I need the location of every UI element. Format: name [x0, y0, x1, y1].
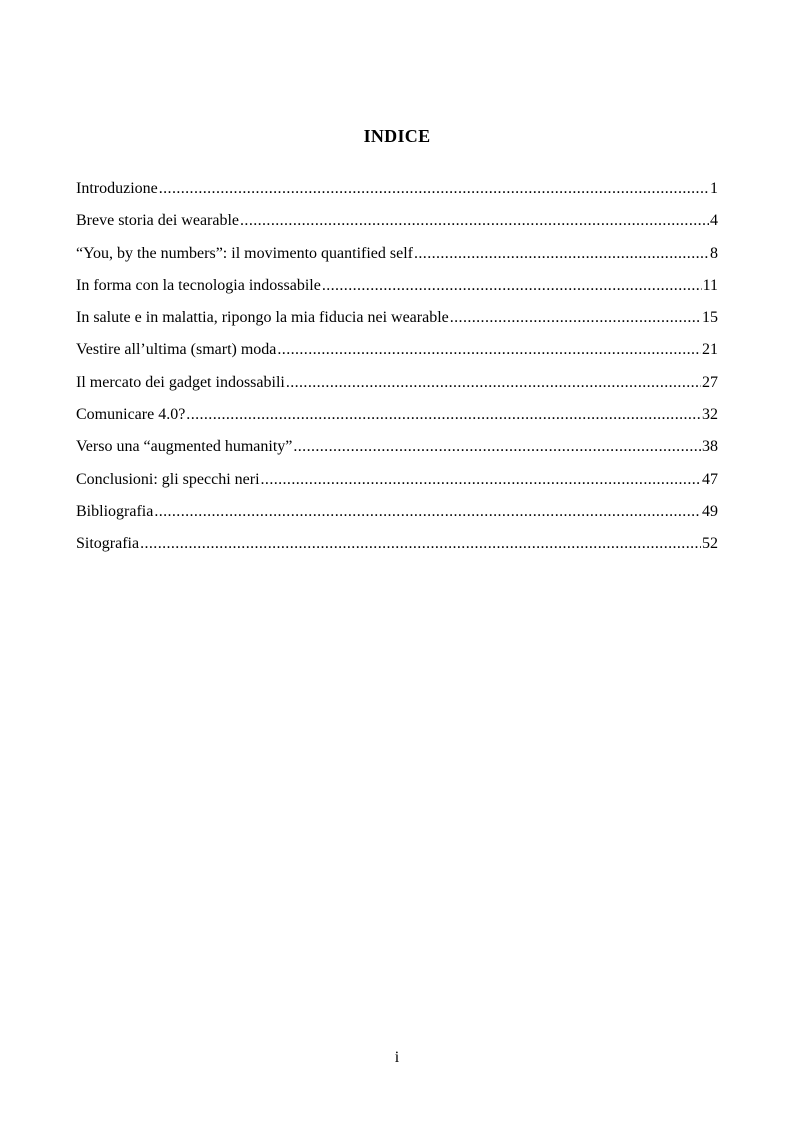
toc-entry[interactable]: [76, 501, 718, 533]
toc-entry-page: 21: [702, 341, 718, 359]
toc-entry-page: 4: [710, 212, 718, 230]
toc-entry[interactable]: [76, 404, 718, 436]
toc-leader-dots: [186, 404, 701, 426]
toc-leader-dots: [261, 469, 701, 491]
toc-entry-page: 11: [702, 276, 718, 294]
toc-entry[interactable]: [76, 275, 718, 307]
toc-entry-page: 27: [702, 373, 718, 391]
toc-entry[interactable]: [76, 243, 718, 275]
toc-entry[interactable]: [76, 469, 718, 501]
toc-entry-page: 1: [710, 180, 718, 197]
toc-leader-dots: [277, 339, 701, 361]
toc-entry-label: Sitografia: [76, 535, 140, 553]
toc-entry-label: Conclusioni: gli specchi neri: [76, 470, 260, 488]
toc-entry-page: 52: [702, 535, 718, 553]
toc-leader-dots: [159, 178, 709, 200]
page-title: INDICE: [363, 126, 431, 147]
toc-entry-label: Breve storia dei wearable: [76, 212, 240, 230]
toc-entry[interactable]: [76, 210, 718, 242]
toc-entry-label: Vestire all’ultima (smart) moda: [76, 341, 277, 359]
page-number: i: [394, 1049, 400, 1066]
toc-entry-label: Verso una “augmented humanity”: [76, 438, 293, 456]
toc-entry[interactable]: [76, 436, 718, 468]
toc-entry-label: In salute e in malattia, ripongo la mia fiducia nei wearable: [76, 309, 449, 327]
toc-leader-dots: [414, 243, 709, 265]
toc-leader-dots: [240, 210, 709, 232]
toc-entry[interactable]: [76, 533, 718, 565]
toc-leader-dots: [450, 307, 701, 329]
toc-leader-dots: [154, 501, 701, 523]
toc-entry[interactable]: [76, 178, 718, 210]
toc-entry-page: 49: [702, 502, 718, 520]
toc-entry-label: Introduzione: [76, 180, 158, 197]
toc-entry-label: “You, by the numbers”: il movimento quantified self: [76, 244, 413, 262]
toc-entry-page: 38: [702, 438, 718, 456]
toc-entry-page: 15: [702, 309, 718, 327]
table-of-contents: [76, 178, 718, 566]
toc-leader-dots: [286, 372, 701, 394]
toc-entry-page: 8: [710, 244, 718, 262]
toc-leader-dots: [322, 275, 702, 297]
toc-entry-label: In forma con la tecnologia indossabile: [76, 276, 321, 294]
toc-entry-page: 32: [702, 406, 718, 424]
toc-entry-page: 47: [702, 470, 718, 488]
toc-entry-label: Il mercato dei gadget indossabili: [76, 373, 285, 391]
toc-entry[interactable]: [76, 339, 718, 371]
toc-entry-label: Comunicare 4.0?: [76, 406, 186, 424]
toc-leader-dots: [140, 533, 701, 555]
toc-entry[interactable]: [76, 372, 718, 404]
toc-entry-label: Bibliografia: [76, 502, 154, 520]
toc-leader-dots: [293, 436, 701, 458]
toc-entry[interactable]: [76, 307, 718, 339]
